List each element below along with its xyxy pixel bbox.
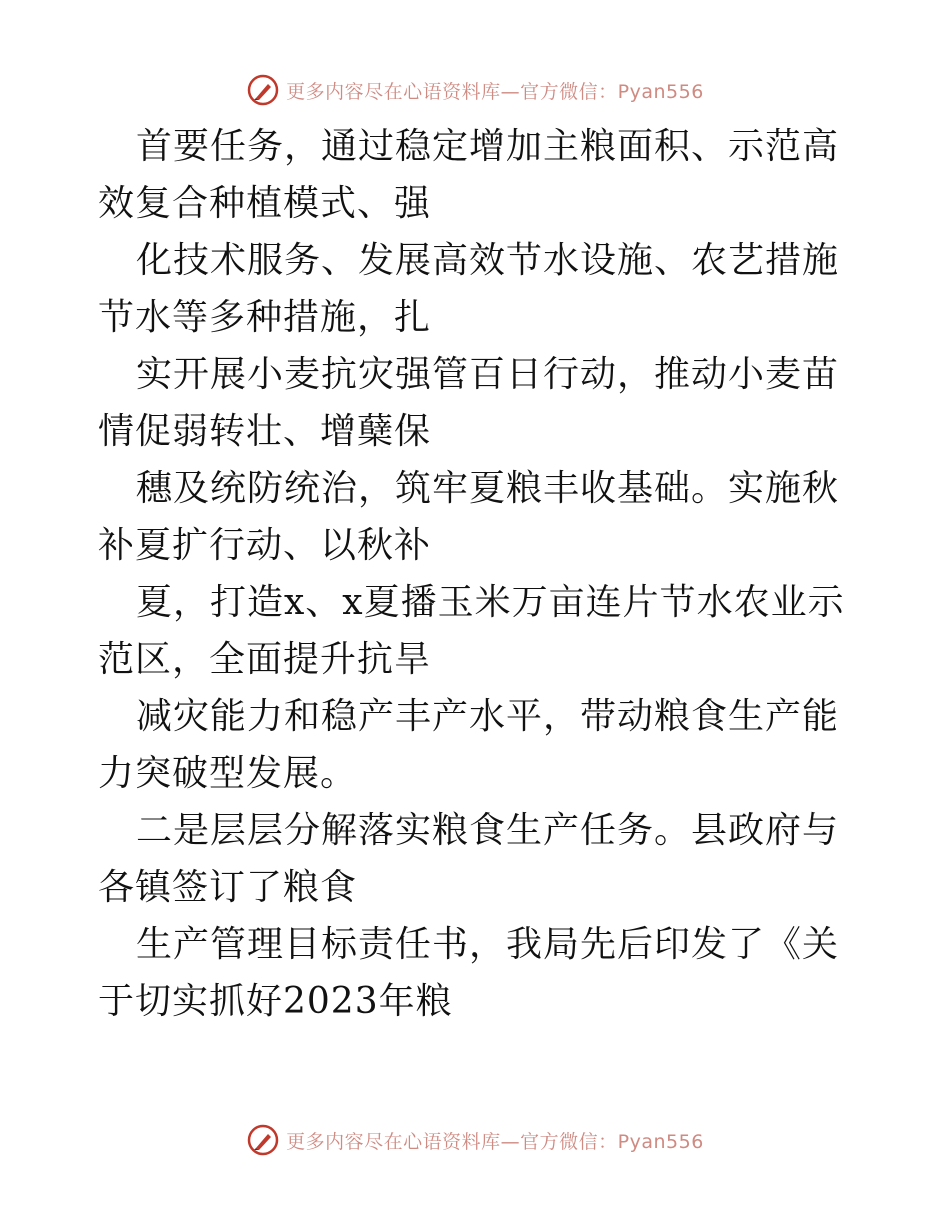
- paragraph-4: 穗及统防统治，筑牢夏粮丰收基础。实施秋补夏扩行动、以秋补: [98, 468, 840, 566]
- pen-logo-icon: [246, 73, 280, 107]
- paragraph-5: 夏，打造x、x夏播玉米万亩连片节水农业示范区，全面提升抗旱: [98, 582, 845, 680]
- document-body: [98, 118, 858, 1030]
- footer-watermark: [0, 1120, 950, 1160]
- pen-logo-icon: [246, 1123, 280, 1157]
- watermark-text: 更多内容尽在心语资料库—官方微信：Pyan556: [286, 80, 704, 103]
- paragraph-6: 减灾能力和稳产丰产水平，带动粮食生产能力突破型发展。: [98, 696, 840, 794]
- header-watermark: [0, 70, 950, 110]
- paragraph-2: 化技术服务、发展高效节水设施、农艺措施节水等多种措施，扎: [98, 240, 840, 338]
- paragraph-7: 二是层层分解落实粮食生产任务。县政府与各镇签订了粮食: [98, 810, 840, 908]
- watermark-text: 更多内容尽在心语资料库—官方微信：Pyan556: [286, 1130, 704, 1153]
- paragraph-3: 实开展小麦抗灾强管百日行动，推动小麦苗情促弱转壮、增蘖保: [98, 354, 840, 452]
- paragraph-1: 首要任务，通过稳定增加主粮面积、示范高效复合种植模式、强: [98, 126, 840, 224]
- paragraph-8: 生产管理目标责任书，我局先后印发了《关于切实抓好2023年粮: [98, 924, 840, 1022]
